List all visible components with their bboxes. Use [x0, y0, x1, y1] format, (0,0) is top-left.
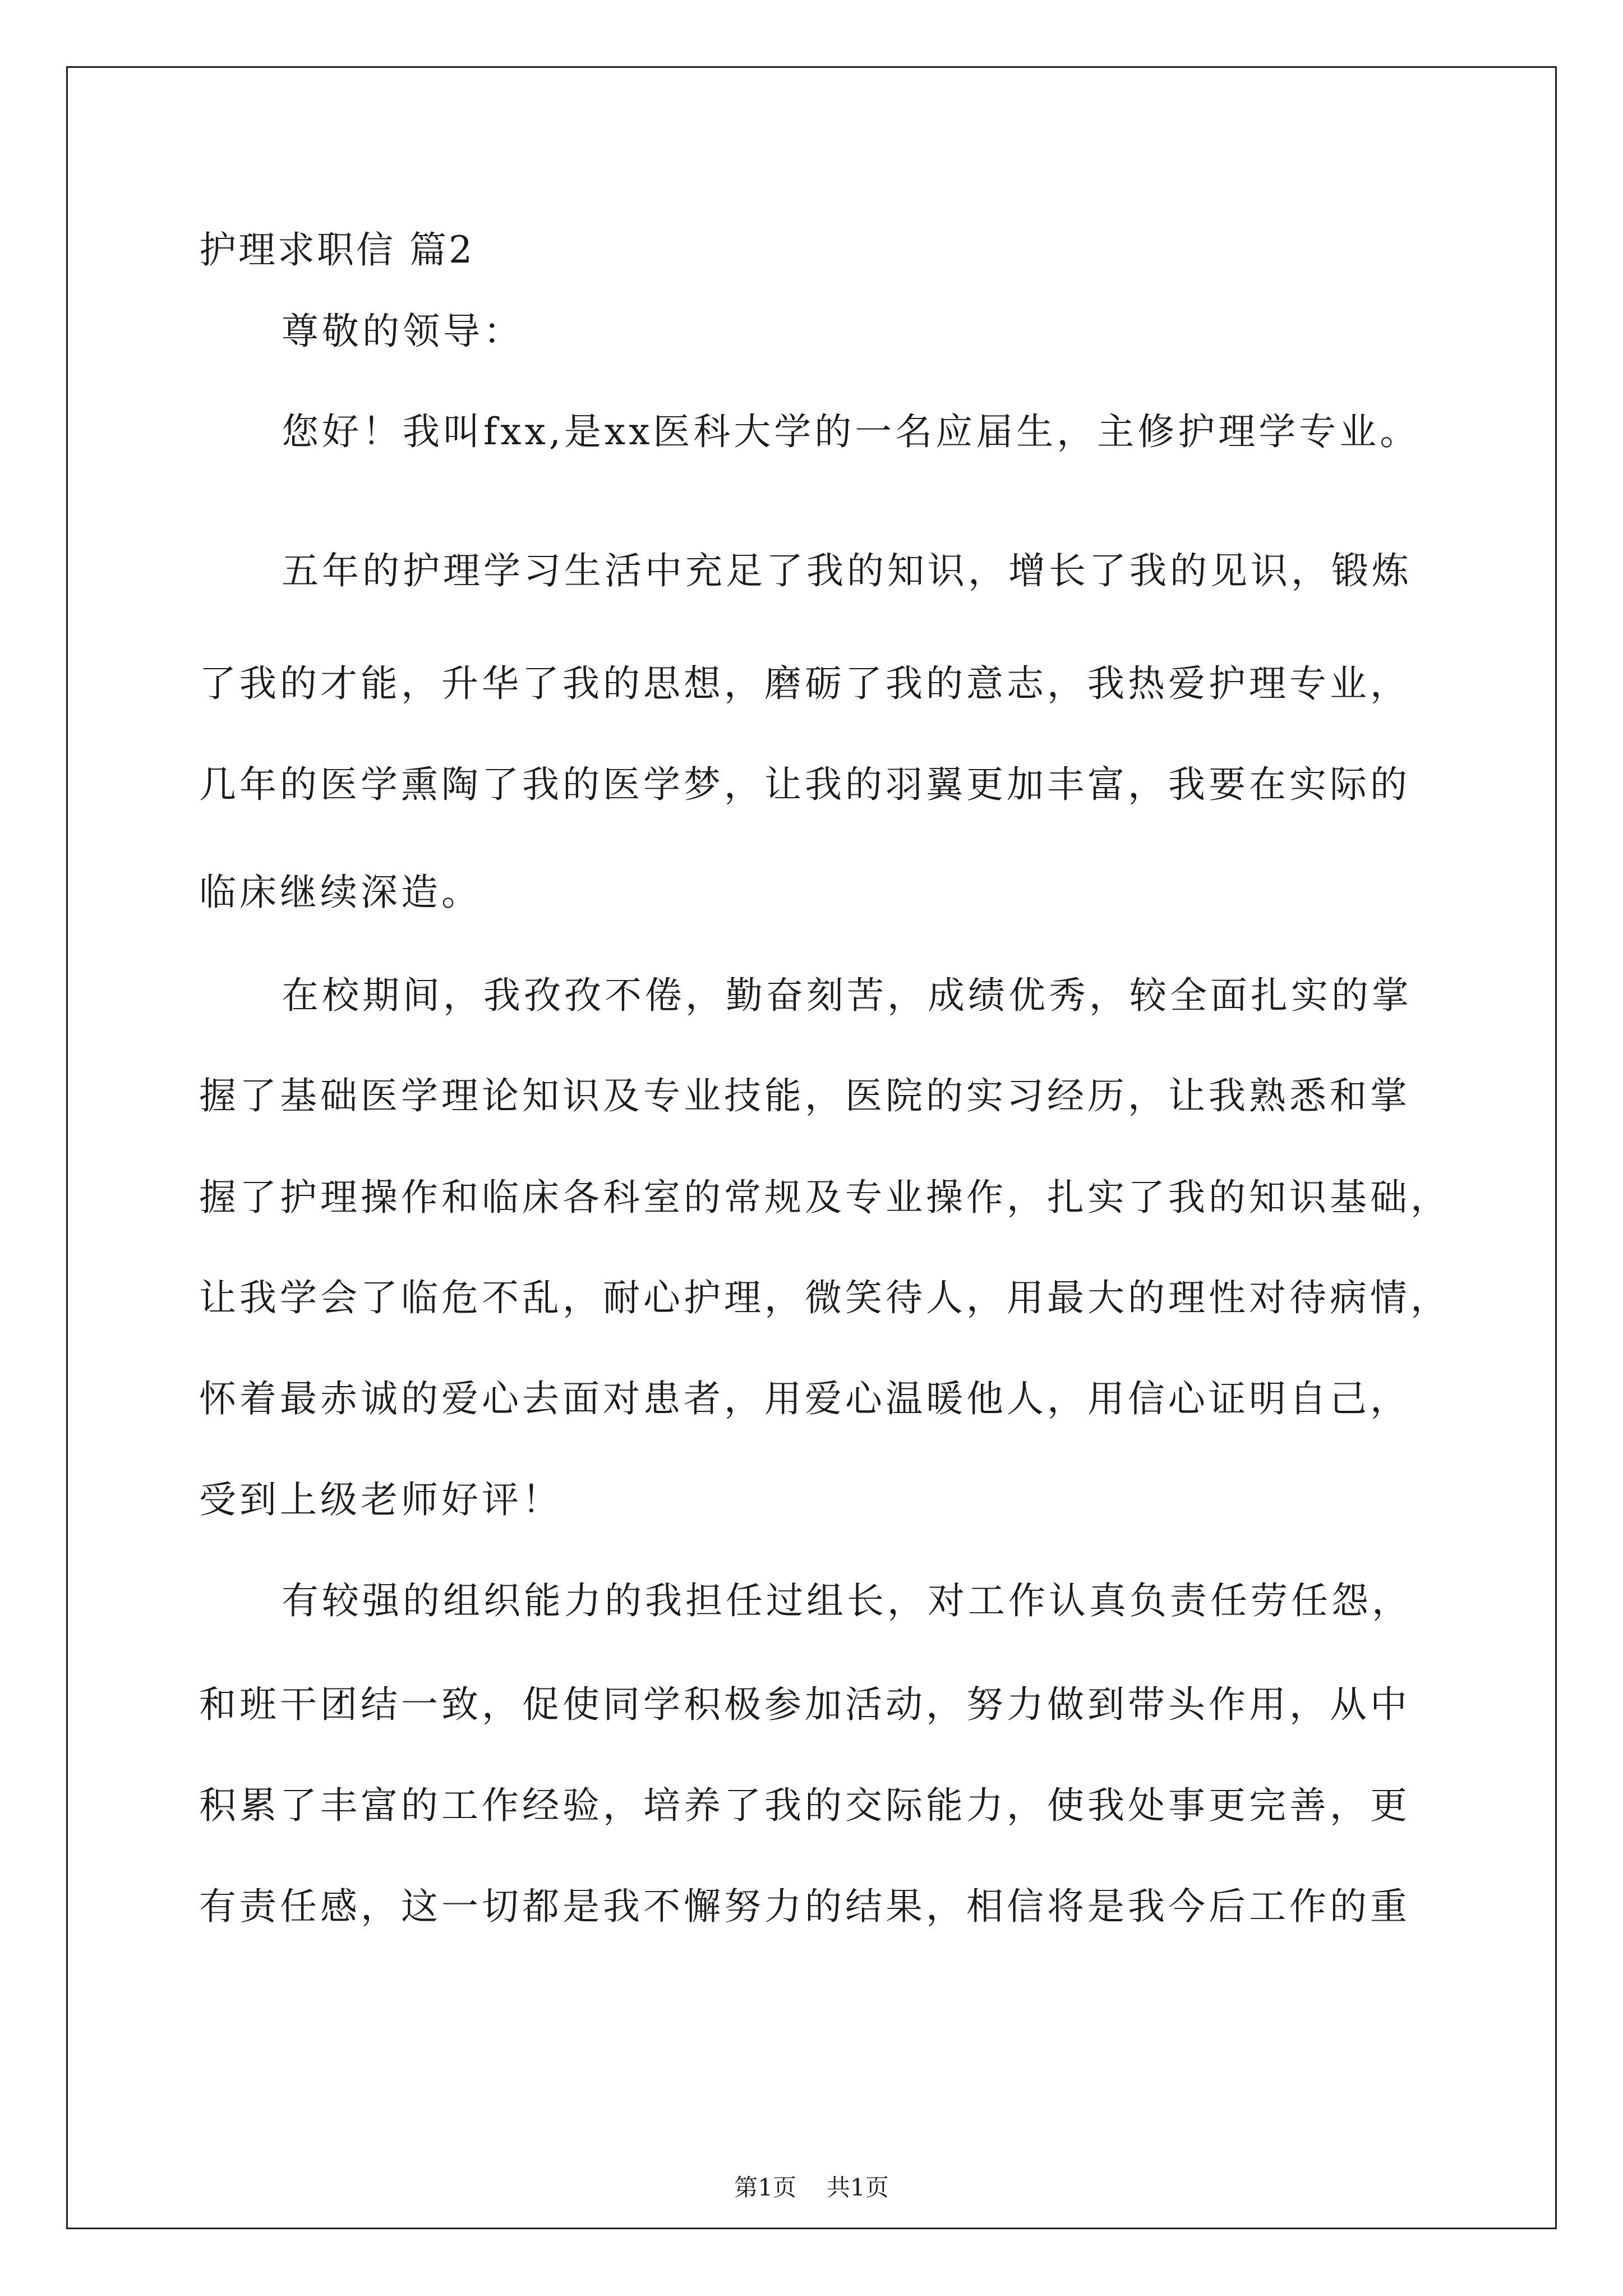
body-line: 受到上级老师好评！: [199, 1478, 562, 1521]
body-line: 有责任感，这一切都是我不懈努力的结果，相信将是我今后工作的重: [199, 1885, 1410, 1928]
body-line: 让我学会了临危不乱，耐心护理，微笑待人，用最大的理性对待病情，: [199, 1276, 1451, 1319]
document-title: 护理求职信 篇2: [199, 228, 474, 272]
body-line: 怀着最赤诚的爱心去面对患者，用爱心温暖他人，用信心证明自己，: [199, 1377, 1410, 1420]
body-line: 和班干团结一致，促使同学积极参加活动，努力做到带头作用，从中: [199, 1683, 1410, 1726]
page-number: 第1页: [734, 2174, 796, 2201]
page-total: 共1页: [827, 2174, 889, 2201]
body-line: 握了基础医学理论知识及专业技能，医院的实习经历，让我熟悉和掌: [199, 1074, 1410, 1117]
body-line: 您好！我叫fxx,是xx医科大学的一名应届生，主修护理学专业。: [282, 410, 1421, 453]
body-line: 积累了丰富的工作经验，培养了我的交际能力，使我处事更完善，更: [199, 1784, 1410, 1827]
salutation-line: 尊敬的领导：: [282, 310, 524, 353]
body-line: 握了护理操作和临床各科室的常规及专业操作，扎实了我的知识基础，: [199, 1176, 1451, 1219]
body-line: 了我的才能，升华了我的思想，磨砺了我的意志，我热爱护理专业，: [199, 662, 1410, 705]
body-line: 五年的护理学习生活中充足了我的知识，增长了我的见识，锻炼: [282, 549, 1412, 592]
body-line: 临床继续深造。: [199, 871, 482, 914]
body-line: 有较强的组织能力的我担任过组长，对工作认真负责任劳任怨，: [282, 1579, 1412, 1622]
body-line: 在校期间，我孜孜不倦，勤奋刻苦，成绩优秀，较全面扎实的掌: [282, 974, 1412, 1017]
body-line: 几年的医学熏陶了我的医学梦，让我的羽翼更加丰富，我要在实际的: [199, 763, 1410, 806]
page-footer: [0, 2171, 1623, 2205]
